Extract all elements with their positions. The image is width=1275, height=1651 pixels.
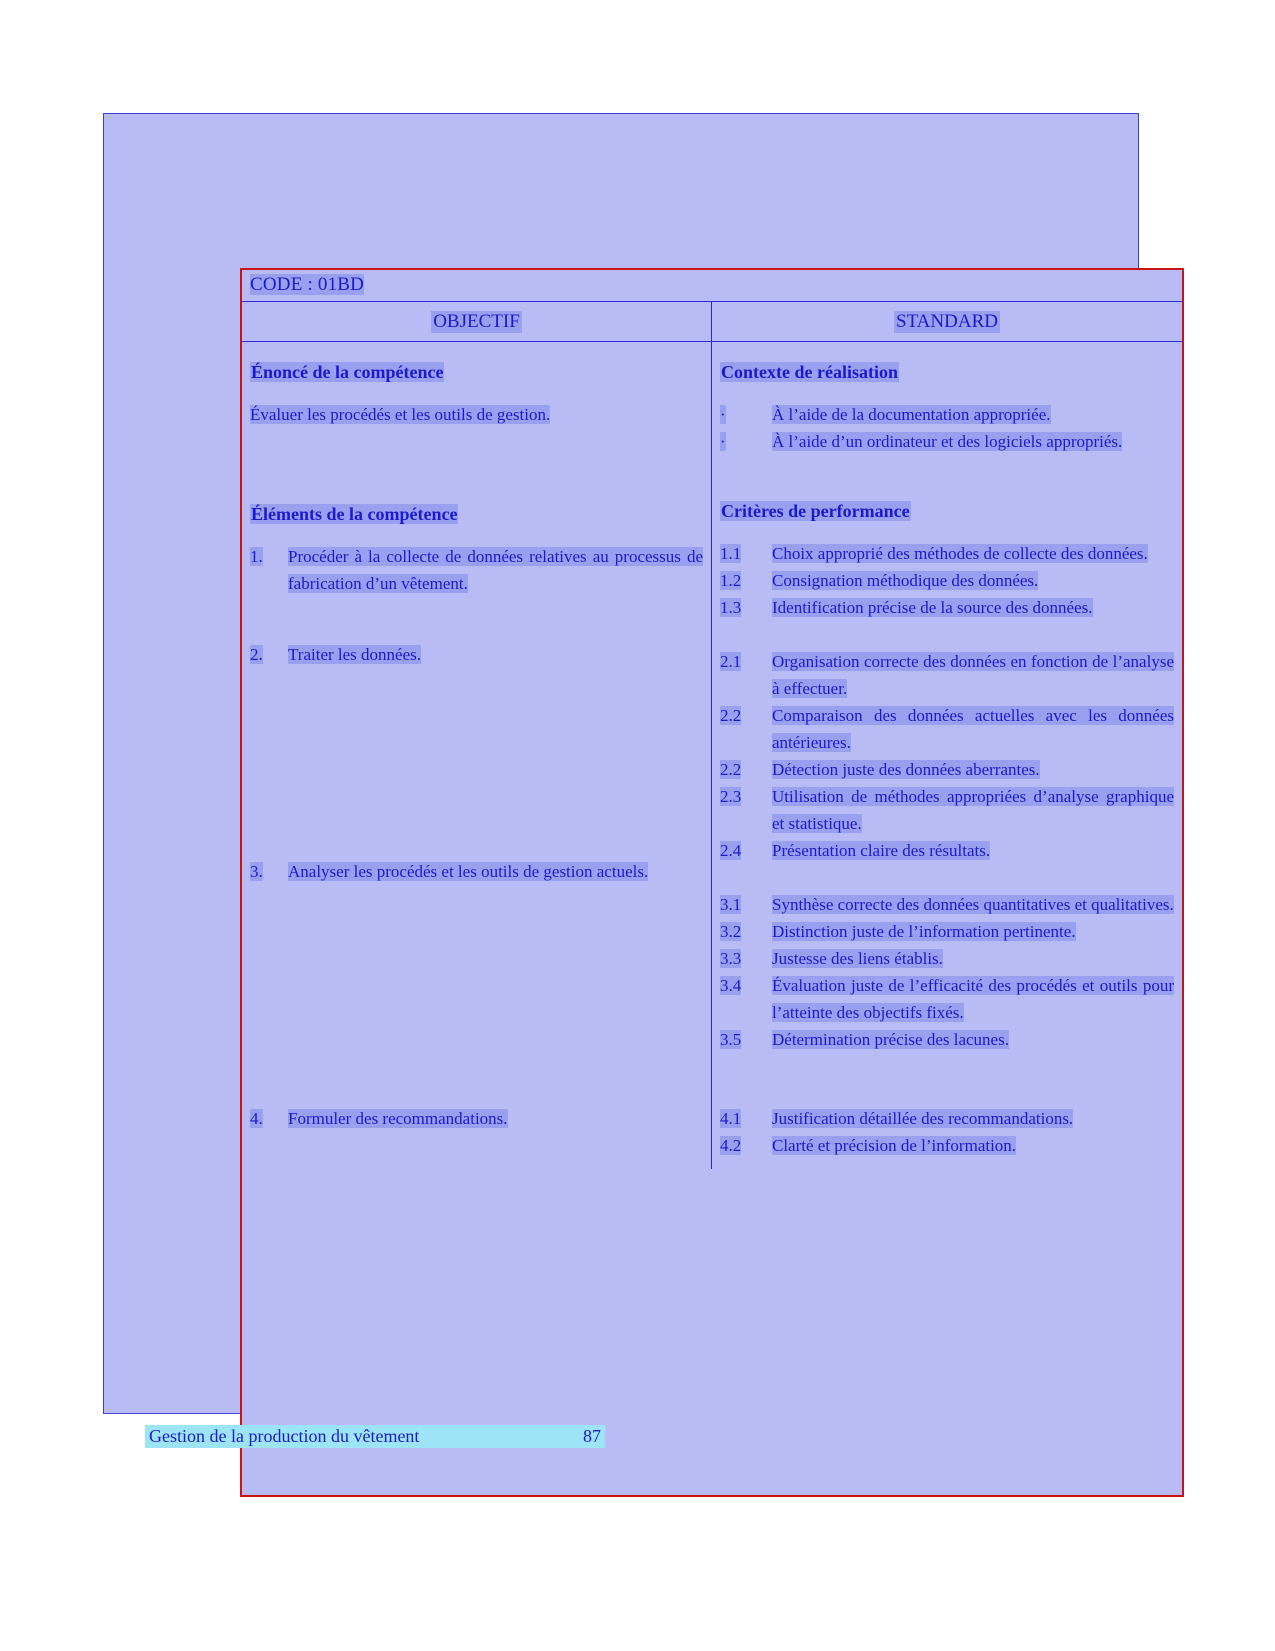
table-body-row: [242, 342, 1182, 1169]
critere-item: [720, 972, 1174, 1026]
critere-text: Présentation claire des résultats.: [772, 841, 991, 860]
critere-text: Organisation correcte des données en fonction de l’analyse à effectuer.: [772, 652, 1174, 698]
critere-text: Détection juste des données aberrantes.: [772, 760, 1040, 779]
elements-title: [250, 504, 703, 525]
objectif-column: [242, 342, 712, 1169]
critere-item: [720, 891, 1174, 918]
critere-number: 1.2: [720, 571, 742, 590]
critere-number: 3.1: [720, 895, 742, 914]
critere-text: Détermination précise des lacunes.: [772, 1030, 1009, 1049]
column-header-standard: [712, 302, 1182, 341]
critere-item: [720, 1026, 1174, 1053]
criteres-title-label: Critères de performance: [721, 501, 910, 521]
code-row: [242, 270, 1182, 302]
element-item-number: 1.: [250, 547, 263, 566]
element-item-text: Traiter les données.: [288, 645, 421, 664]
element-item-number: 3.: [250, 862, 263, 881]
column-header-objectif-label: OBJECTIF: [433, 310, 520, 332]
critere-text: Utilisation de méthodes appropriées d’analyse graphique et statistique.: [772, 787, 1174, 833]
enonce-text-label: Évaluer les procédés et les outils de gestion.: [250, 405, 551, 424]
critere-number: 2.4: [720, 841, 742, 860]
critere-number: 2.2: [720, 706, 742, 725]
contexte-item-text: À l’aide de la documentation appropriée.: [772, 405, 1051, 424]
critere-item: [720, 567, 1174, 594]
criteres-title: [720, 501, 1174, 522]
critere-text: Justesse des liens établis.: [772, 949, 943, 968]
critere-number: 3.5: [720, 1030, 742, 1049]
critere-text: Évaluation juste de l’efficacité des procédés et outils pour l’atteinte des objectifs fixés.: [772, 976, 1174, 1022]
element-item: [250, 858, 703, 885]
contexte-item: [720, 428, 1174, 455]
critere-text: Consignation méthodique des données.: [772, 571, 1039, 590]
element-item-text: Formuler des recommandations.: [288, 1109, 508, 1128]
critere-number: 2.3: [720, 787, 742, 806]
critere-number: 2.1: [720, 652, 742, 671]
footer-page-number: 87: [583, 1426, 601, 1446]
critere-item: [720, 594, 1174, 621]
critere-number: 4.2: [720, 1136, 742, 1155]
spacer-left-1: [250, 432, 703, 504]
critere-item: [720, 1105, 1174, 1132]
critere-item: [720, 540, 1174, 567]
element-item-number: 4.: [250, 1109, 263, 1128]
critere-text: Justification détaillée des recommandations.: [772, 1109, 1074, 1128]
critere-item: [720, 918, 1174, 945]
critere-text: Clarté et précision de l’information.: [772, 1136, 1017, 1155]
element-item-number: 2.: [250, 645, 263, 664]
contexte-title: [720, 362, 1174, 383]
element-item: [250, 543, 703, 597]
critere-item: [720, 783, 1174, 837]
critere-number: 3.2: [720, 922, 742, 941]
critere-item: [720, 945, 1174, 972]
critere-text: Identification précise de la source des données.: [772, 598, 1093, 617]
element-item-text: Procéder à la collecte de données relatives au processus de fabrication d’un vêtement.: [288, 547, 703, 593]
page-frame: [103, 113, 1174, 1414]
column-header-objectif: [242, 302, 712, 341]
footer-title: Gestion de la production du vêtement: [149, 1426, 420, 1446]
page-footer: [145, 1425, 605, 1448]
critere-item: [720, 648, 1174, 702]
critere-text: Distinction juste de l’information pertinente.: [772, 922, 1076, 941]
critere-text: Comparaison des données actuelles avec les données antérieures.: [772, 706, 1174, 752]
standard-column: [712, 342, 1182, 1169]
competency-table: [240, 268, 1184, 1497]
element-item-text: Analyser les procédés et les outils de gestion actuels.: [288, 862, 649, 881]
critere-text: Synthèse correcte des données quantitatives et qualitatives.: [772, 895, 1174, 914]
element-item: [250, 641, 703, 668]
enonce-title: [250, 362, 703, 383]
contexte-item-bullet: ·: [720, 432, 726, 451]
critere-number: 3.4: [720, 976, 742, 995]
critere-item: [720, 756, 1174, 783]
contexte-item-bullet: ·: [720, 405, 726, 424]
critere-text: Choix approprié des méthodes de collecte des données.: [772, 544, 1148, 563]
contexte-item-text: À l’aide d’un ordinateur et des logiciels appropriés.: [772, 432, 1123, 451]
critere-number: 1.3: [720, 598, 742, 617]
contexte-title-label: Contexte de réalisation: [721, 362, 898, 382]
elements-title-label: Éléments de la compétence: [251, 504, 458, 524]
critere-number: 1.1: [720, 544, 742, 563]
critere-item: [720, 702, 1174, 756]
column-header-standard-label: STANDARD: [896, 310, 998, 332]
critere-number: 4.1: [720, 1109, 742, 1128]
element-item: [250, 1105, 703, 1132]
critere-number: 3.3: [720, 949, 742, 968]
enonce-text: [250, 401, 703, 428]
critere-item: [720, 1132, 1174, 1159]
contexte-item: [720, 401, 1174, 428]
code-label: CODE : 01BD: [250, 274, 365, 295]
critere-number: 2.2: [720, 760, 742, 779]
spacer-right-1: [720, 455, 1174, 501]
table-header-row: [242, 302, 1182, 342]
enonce-title-label: Énoncé de la compétence: [251, 362, 444, 382]
critere-item: [720, 837, 1174, 864]
